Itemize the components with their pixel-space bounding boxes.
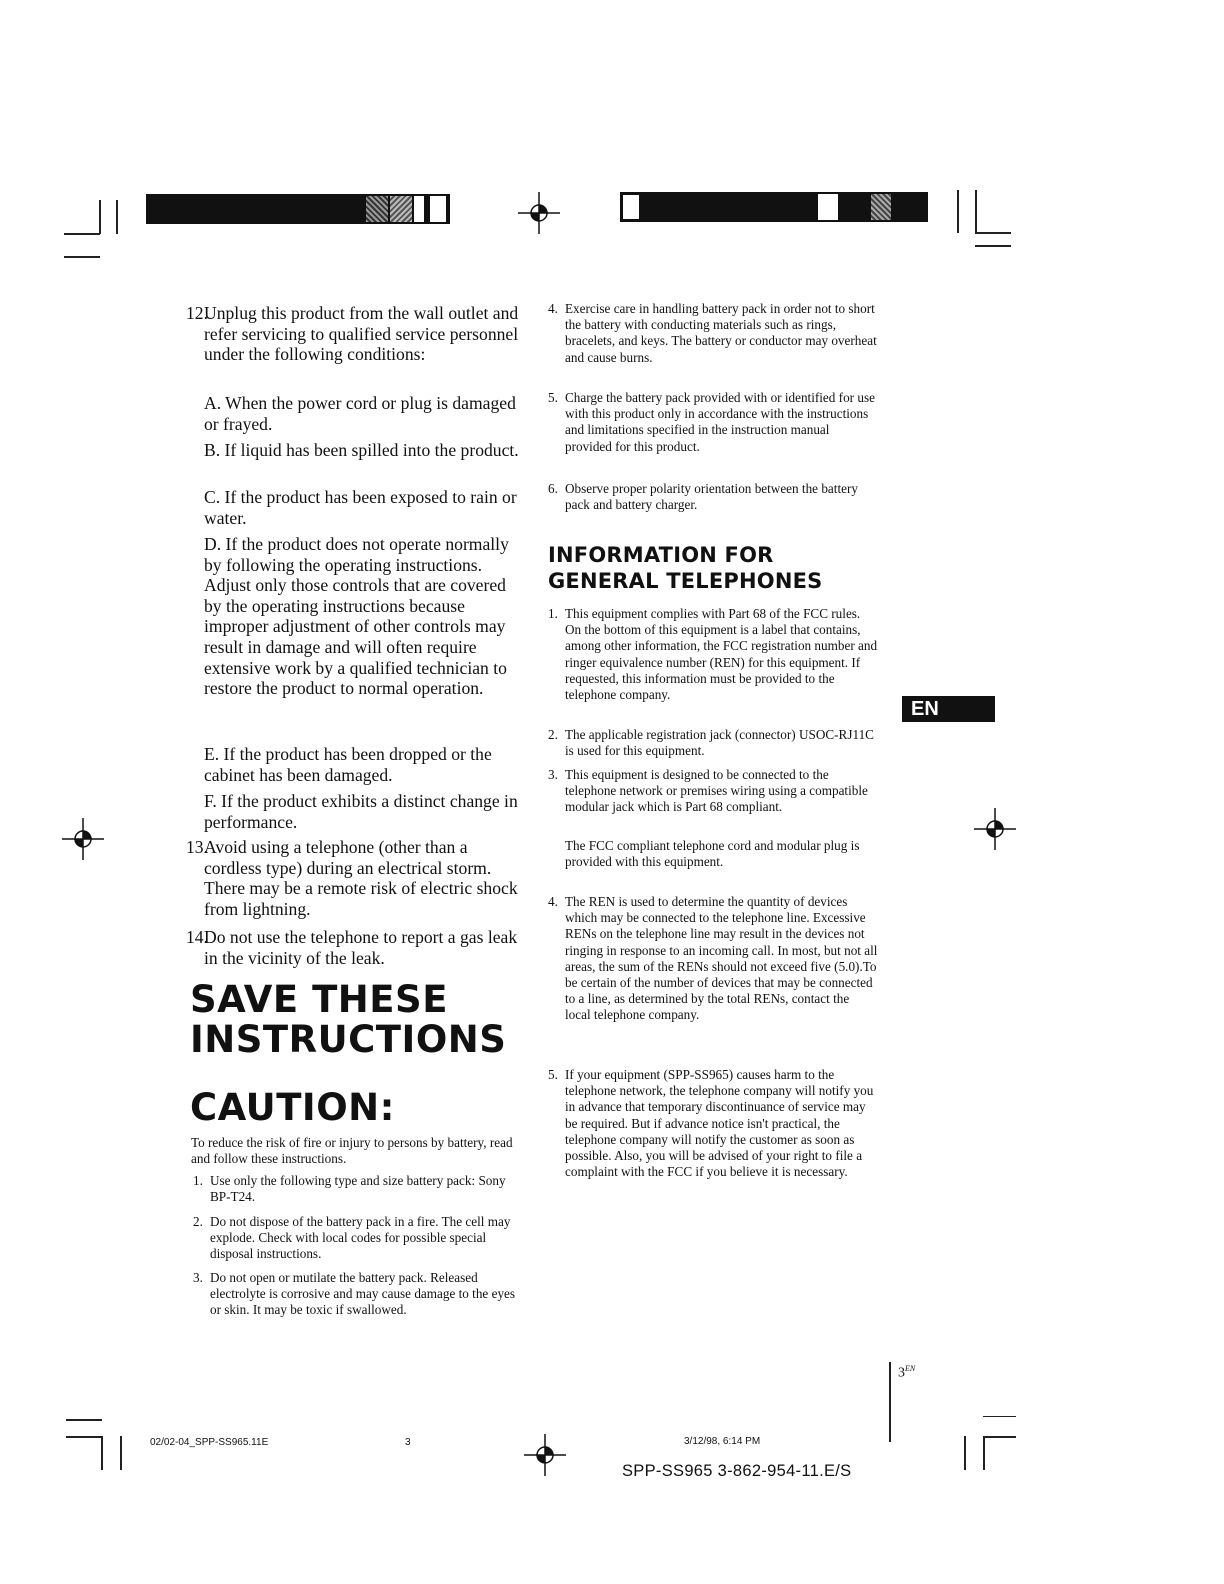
condition-item: A. When the power cord or plug is damaged or frayed. [204, 393, 516, 434]
list-item [548, 481, 878, 513]
item-text: If your equipment (SPP-SS965) causes harm to the telephone network, the telephone company will notify you in advance that temporary discontinuance of service may be required. But if advance notice isn't practical, the telephone company will notify the customer as soon as possible. Also, you will be advised of your right to file a complaint with the FCC if you believe it is necessary. [565, 1067, 874, 1180]
item-number: 14. [186, 927, 208, 947]
item-text: Use only the following type and size battery pack: Sony BP-T24. [210, 1173, 506, 1205]
item-text: The FCC compliant telephone cord and modular plug is provided with this equipment. [565, 838, 860, 870]
item-number: 2. [548, 727, 558, 742]
condition-item: C. If the product has been exposed to rain or water. [204, 487, 517, 528]
list-item [548, 727, 878, 759]
item-text: Charge the battery pack provided with or identified for use with this product only in accordance with the instructions and limitations specified in the instruction manual provided for this product. [565, 390, 875, 454]
item-text: The applicable registration jack (connector) USOC-RJ11C is used for this equipment. [565, 727, 874, 759]
item-number: 3. [193, 1270, 203, 1285]
registration-mark-icon [518, 192, 560, 234]
save-instructions-heading: SAVE THESE INSTRUCTIONS [190, 978, 507, 1061]
item-number: 4. [548, 301, 558, 316]
item-text: Exercise care in handling battery pack in order not to short the battery with conducting materials such as rings, bracelets, and keys. The battery or conductor may overheat and cause burns. [565, 301, 877, 365]
condition-item: E. If the product has been dropped or the cabinet has been damaged. [204, 744, 492, 785]
item-number: 12. [186, 303, 208, 323]
condition-item: B. If liquid has been spilled into the product. [204, 440, 519, 460]
list-item [548, 606, 878, 703]
list-item [186, 303, 526, 365]
footer-model-code: SPP-SS965 3-862-954-11.E/S [622, 1462, 852, 1480]
condition-item: F. If the product exhibits a distinct change in performance. [204, 791, 518, 832]
item-text: Avoid using a telephone (other than a cordless type) during an electrical storm. There may be a remote risk of electric shock from lightning. [204, 837, 518, 919]
item-text: This equipment complies with Part 68 of the FCC rules. On the bottom of this equipment is a label that contains, among other information, the FCC registration number and ringer equivalence number (REN) for this equipment. If requested, this information must be provided to the telephone company. [565, 606, 878, 703]
item-text: The REN is used to determine the quantity of devices which may be connected to the telephone line. Excessive RENs on the telephone line may result in the devices not ringing in response to an incoming call. In most, but not all areas, the sum of the RENs should not exceed five (5.0).To be certain of the number of devices that may be connected to a line, as determined by the total RENs, contact the local telephone company. [565, 894, 878, 1023]
registration-mark-icon [974, 808, 1016, 850]
footer-file: 02/02-04_SPP-SS965.11E [150, 1437, 269, 1448]
item-number: 13. [186, 837, 208, 857]
list-item [548, 390, 878, 455]
list-item [548, 767, 878, 816]
list-item [548, 301, 878, 366]
item-number: 1. [193, 1173, 203, 1188]
registration-mark-icon [524, 1434, 566, 1476]
page-number-suffix: EN [905, 1364, 916, 1373]
item-number: 5. [548, 390, 558, 405]
list-item [548, 1067, 878, 1180]
item-number: 6. [548, 481, 558, 496]
item-text: Do not use the telephone to report a gas leak in the vicinity of the leak. [204, 927, 518, 968]
item-number: 4. [548, 894, 558, 909]
list-item [193, 1214, 523, 1263]
caution-intro: To reduce the risk of fire or injury to persons by battery, read and follow these instructions. [191, 1135, 513, 1167]
item-number: 3. [548, 767, 558, 782]
item-number: 2. [193, 1214, 203, 1229]
item-text: Do not open or mutilate the battery pack. Released electrolyte is corrosive and may cause damage to the eyes or skin. It may be toxic if swallowed. [210, 1270, 516, 1318]
language-tab-label: EN [911, 698, 939, 720]
list-item [548, 894, 878, 1024]
condition-item: D. If the product does not operate normally by following the operating instructions. Adjust only those controls that are covered by the operating instructions because improper adjustment of other controls may result in damage and will often require extensive work by a qualified technician to restore the product to normal operation. [204, 534, 509, 699]
item-text: Unplug this product from the wall outlet and refer servicing to qualified service personnel under the following conditions: [204, 303, 519, 365]
list-item [193, 1173, 523, 1205]
item-text: Observe proper polarity orientation between the battery pack and battery charger. [565, 481, 858, 513]
footer-timestamp: 3/12/98, 6:14 PM [684, 1436, 761, 1447]
list-item [193, 1270, 523, 1319]
language-tab [902, 696, 995, 722]
info-heading: INFORMATION FOR GENERAL TELEPHONES [548, 543, 823, 593]
page-number-value: 3 [898, 1365, 905, 1381]
registration-mark-icon [62, 818, 104, 860]
caution-heading: CAUTION: [190, 1086, 395, 1129]
item-text: This equipment is designed to be connected to the telephone network or premises wiring using a compatible modular jack which is Part 68 compliant. [565, 767, 868, 815]
item-number: 5. [548, 1067, 558, 1082]
page-number [898, 1364, 915, 1382]
list-item [186, 927, 526, 968]
footer-page: 3 [405, 1437, 411, 1448]
list-item [186, 837, 526, 919]
list-item [548, 838, 878, 870]
item-number: 1. [548, 606, 558, 621]
item-text: Do not dispose of the battery pack in a fire. The cell may explode. Check with local codes for possible special disposal instructions. [210, 1214, 511, 1262]
